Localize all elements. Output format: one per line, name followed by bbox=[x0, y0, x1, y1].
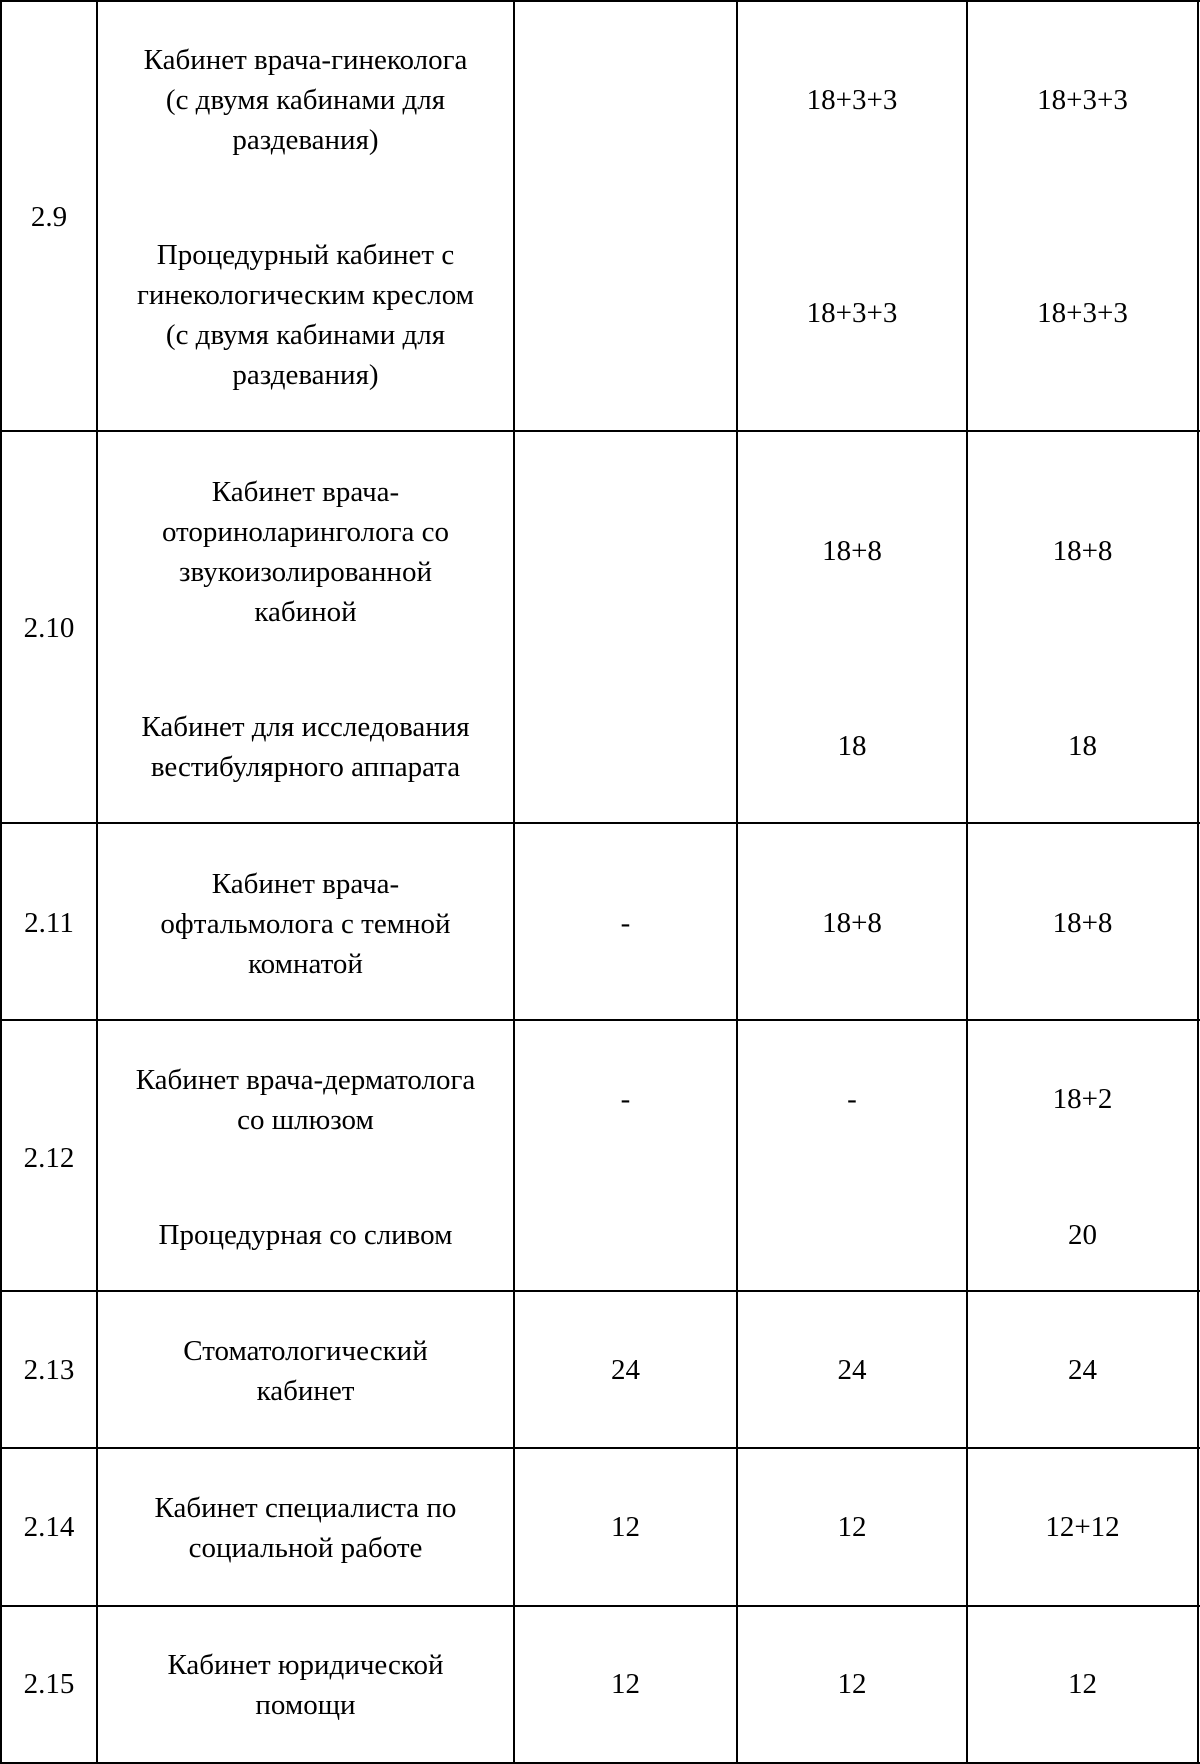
row-number: 2.12 bbox=[23, 1142, 75, 1174]
value-col2: - bbox=[847, 1083, 857, 1115]
value-col1: 12 bbox=[611, 1668, 640, 1700]
room-name: Процедурный кабинет с гинекологическим креслом (с двумя кабинами для раздевания) bbox=[136, 239, 474, 391]
row-divider bbox=[0, 1019, 1200, 1021]
row-divider bbox=[0, 1605, 1200, 1607]
value-col3: 12+12 bbox=[1045, 1511, 1120, 1543]
row-divider bbox=[0, 1290, 1200, 1292]
value-col3: 18+2 bbox=[1052, 1083, 1113, 1115]
value-col2: 18+3+3 bbox=[806, 84, 898, 116]
value-col2: 18+3+3 bbox=[806, 297, 898, 329]
column-divider bbox=[736, 0, 738, 1764]
table-border-right bbox=[1197, 0, 1199, 1764]
column-divider bbox=[966, 0, 968, 1764]
row-number: 2.9 bbox=[30, 201, 68, 233]
value-col2: 24 bbox=[837, 1354, 867, 1386]
value-col3: 24 bbox=[1068, 1354, 1097, 1386]
room-name: Кабинет врача-гинеколога (с двумя кабинами для раздевания) bbox=[143, 44, 468, 156]
value-col1: - bbox=[620, 1083, 631, 1115]
room-name: Кабинет врача- оториноларинголога со звукоизолированной кабиной bbox=[161, 476, 450, 628]
table-border-left bbox=[0, 0, 2, 1764]
row-number: 2.11 bbox=[24, 907, 74, 939]
room-name: Кабинет врача-дерматолога со шлюзом bbox=[135, 1064, 476, 1136]
column-divider bbox=[513, 0, 515, 1764]
value-col3: 18+8 bbox=[1052, 907, 1113, 939]
value-col3: 18 bbox=[1068, 730, 1097, 762]
value-col2: 18+8 bbox=[822, 907, 882, 939]
value-col3: 18+3+3 bbox=[1037, 84, 1128, 116]
row-number: 2.13 bbox=[23, 1354, 75, 1386]
row-divider bbox=[0, 1447, 1200, 1449]
room-name: Процедурная со сливом bbox=[158, 1219, 453, 1251]
value-col3: 20 bbox=[1068, 1219, 1097, 1251]
value-col3: 18+3+3 bbox=[1037, 297, 1128, 329]
row-number: 2.14 bbox=[23, 1511, 75, 1543]
value-col2: 18+8 bbox=[822, 535, 882, 567]
value-col2: 12 bbox=[837, 1668, 867, 1700]
value-col3: 18+8 bbox=[1052, 535, 1113, 567]
value-col1: - bbox=[620, 907, 631, 939]
row-number: 2.15 bbox=[23, 1668, 75, 1700]
row-divider bbox=[0, 822, 1200, 824]
value-col2: 12 bbox=[837, 1511, 867, 1543]
room-name: Кабинет специалиста по социальной работе bbox=[154, 1492, 457, 1564]
value-col3: 12 bbox=[1068, 1668, 1097, 1700]
row-number: 2.10 bbox=[23, 612, 75, 644]
value-col2: 18 bbox=[837, 730, 867, 762]
room-name: Стоматологический кабинет bbox=[183, 1335, 428, 1407]
value-col1: 24 bbox=[611, 1354, 640, 1386]
table-border-top bbox=[0, 0, 1200, 2]
room-name: Кабинет юридической помощи bbox=[167, 1649, 444, 1721]
room-name: Кабинет врача- офтальмолога с темной комнатой bbox=[160, 868, 451, 980]
value-col1: 12 bbox=[611, 1511, 640, 1543]
row-divider bbox=[0, 430, 1200, 432]
room-name: Кабинет для исследования вестибулярного аппарата bbox=[141, 711, 470, 783]
